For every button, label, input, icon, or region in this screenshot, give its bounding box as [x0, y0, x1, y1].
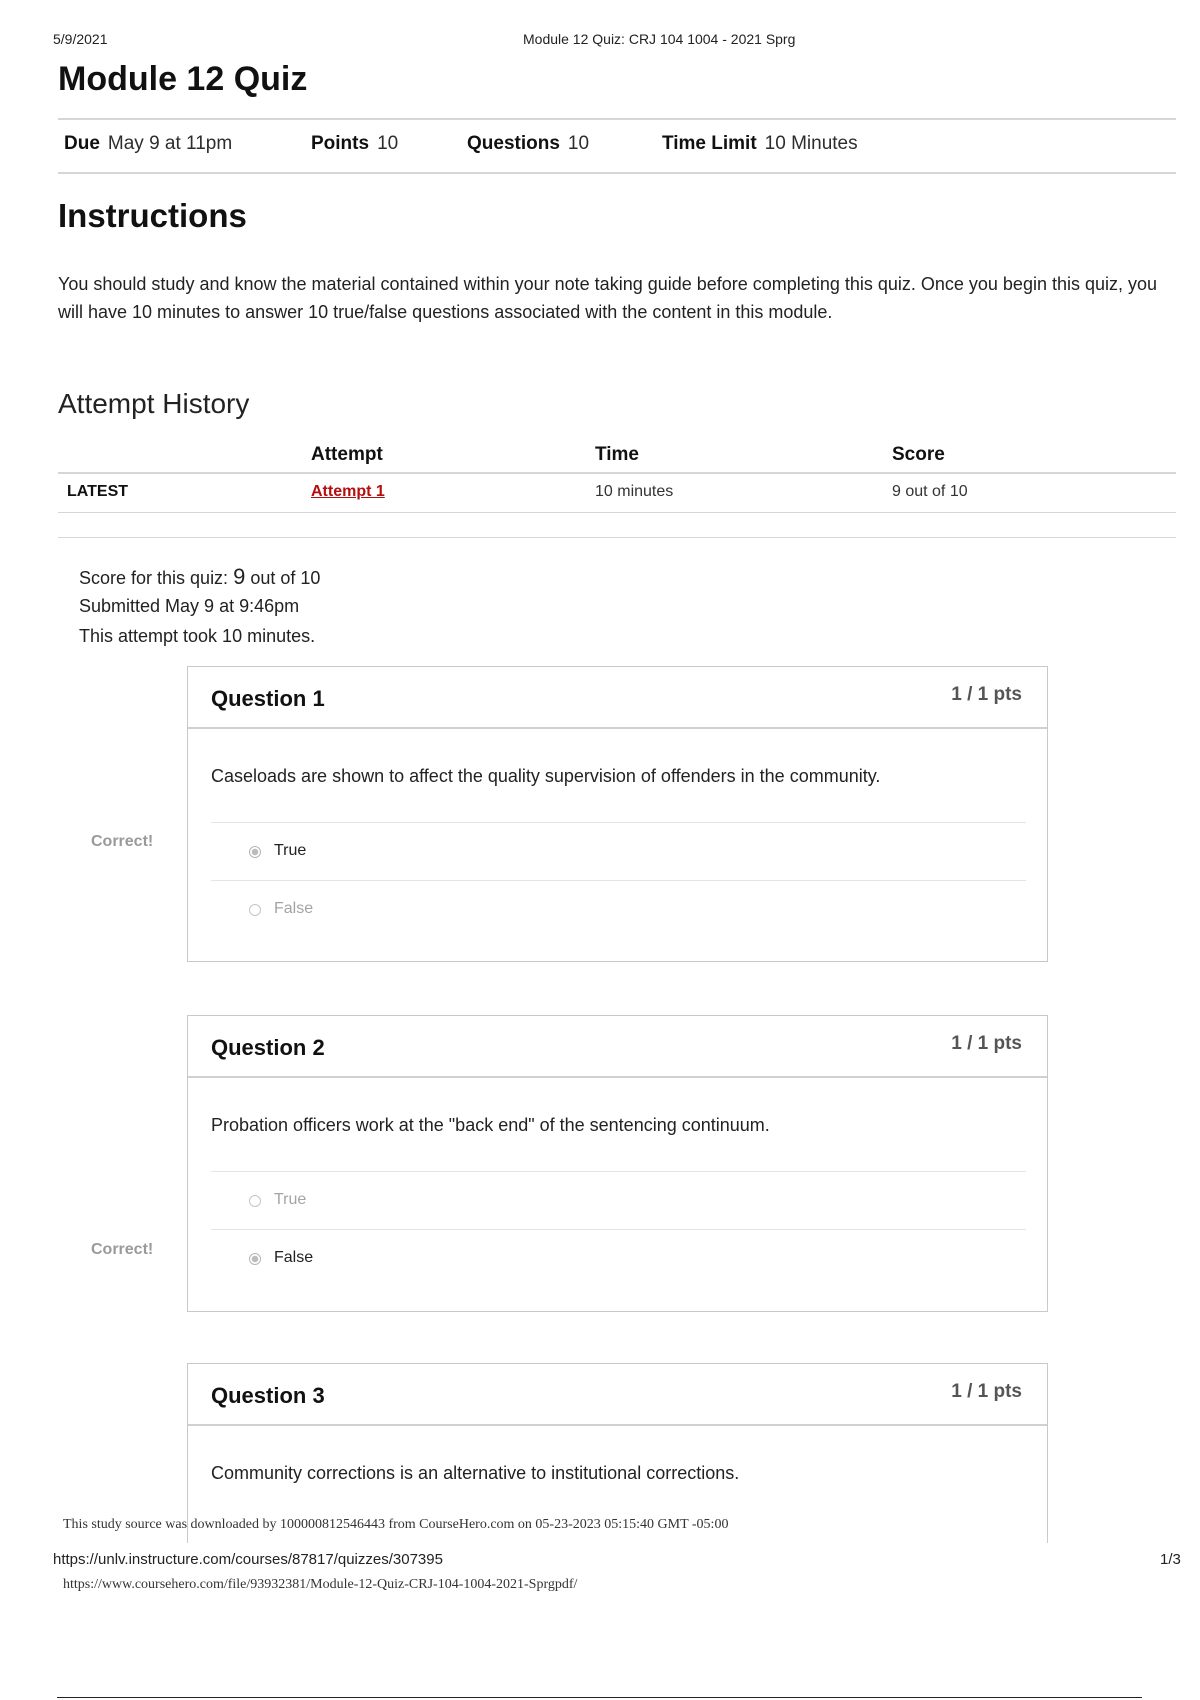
score-suffix: out of 10	[250, 568, 321, 588]
question-text: Caseloads are shown to affect the quality supervision of offenders in the community.	[211, 766, 881, 786]
attempt-time: 10 minutes	[595, 483, 674, 500]
question-header	[188, 1016, 1047, 1078]
divider	[57, 1697, 1142, 1698]
instructions-text: You should study and know the material contained within your note taking guide before completing this quiz. Once you begin this quiz, you will have 10 minutes to answer 10 true/false questions associated with the content in this module.	[58, 274, 1158, 322]
meta-questions-value: 10	[567, 133, 590, 154]
divider	[58, 172, 1176, 174]
meta-points-label: Points	[311, 133, 370, 154]
attempt-1-link[interactable]: Attempt 1	[311, 483, 385, 500]
meta-time-limit	[662, 133, 858, 155]
attempt-duration: This attempt took 10 minutes.	[79, 626, 316, 646]
meta-questions-label: Questions	[467, 133, 560, 154]
answer-divider	[211, 822, 1026, 823]
question-1	[187, 666, 1048, 962]
attempt-score: 9 out of 10	[892, 483, 968, 500]
radio-unselected-icon[interactable]	[249, 904, 261, 916]
question-title: Question 1	[211, 686, 325, 711]
meta-due-label: Due	[64, 133, 100, 154]
column-header-score: Score	[892, 444, 945, 465]
question-points: 1 / 1 pts	[951, 1033, 1022, 1054]
meta-due-value: May 9 at 11pm	[107, 133, 233, 154]
latest-tag: LATEST	[67, 483, 129, 500]
question-text: Probation officers work at the "back end" of the sentencing continuum.	[211, 1115, 770, 1135]
page-number: 1/3	[1160, 1551, 1181, 1568]
divider	[58, 512, 1176, 513]
page-url: https://unlv.instructure.com/courses/87817/quizzes/307395	[53, 1551, 443, 1568]
submitted-time: Submitted May 9 at 9:46pm	[79, 596, 300, 616]
radio-unselected-icon[interactable]	[249, 1195, 261, 1207]
download-source-note: This study source was downloaded by 100000812546443 from CourseHero.com on 05-23-2023 05:15:40 GMT -05:00	[63, 1517, 729, 1532]
coursehero-url: https://www.coursehero.com/file/93932381/Module-12-Quiz-CRJ-104-1004-2021-Sprgpdf/	[63, 1577, 578, 1592]
answer-divider	[211, 1229, 1026, 1230]
print-page-title: Module 12 Quiz: CRJ 104 1004 - 2021 Sprg	[523, 31, 796, 47]
question-header	[188, 667, 1047, 729]
attempt-history-heading: Attempt History	[58, 388, 250, 419]
divider	[58, 537, 1176, 538]
table-header-divider	[58, 472, 1176, 474]
meta-questions	[467, 133, 589, 155]
answer-label: False	[274, 900, 314, 917]
score-value: 9	[233, 564, 246, 589]
answer-divider	[211, 1171, 1026, 1172]
question-header	[188, 1364, 1047, 1426]
question-text: Community corrections is an alternative to institutional corrections.	[211, 1463, 740, 1483]
question-title: Question 2	[211, 1035, 325, 1060]
question-points: 1 / 1 pts	[951, 1381, 1022, 1402]
score-prefix: Score for this quiz:	[79, 568, 229, 588]
meta-due	[64, 133, 232, 155]
column-header-attempt: Attempt	[311, 444, 383, 465]
divider	[58, 118, 1176, 120]
column-header-time: Time	[595, 444, 640, 465]
question-3	[187, 1363, 1048, 1543]
radio-selected-icon[interactable]	[249, 846, 261, 858]
answer-divider	[211, 880, 1026, 881]
question-2	[187, 1015, 1048, 1312]
question-2-feedback: Correct!	[91, 1241, 154, 1258]
quiz-title: Module 12 Quiz	[58, 60, 308, 98]
instructions-heading: Instructions	[58, 197, 247, 234]
radio-selected-icon[interactable]	[249, 1253, 261, 1265]
meta-points	[311, 133, 398, 155]
question-title: Question 3	[211, 1383, 325, 1408]
meta-time-limit-label: Time Limit	[662, 133, 757, 154]
answer-label: True	[274, 842, 307, 859]
question-points: 1 / 1 pts	[951, 684, 1022, 705]
meta-points-value: 10	[377, 133, 399, 154]
answer-label: True	[274, 1191, 307, 1208]
meta-time-limit-value: 10 Minutes	[764, 133, 858, 154]
print-date: 5/9/2021	[53, 31, 108, 47]
answer-label: False	[274, 1249, 314, 1266]
question-1-feedback: Correct!	[91, 833, 154, 850]
quiz-score	[79, 564, 320, 590]
